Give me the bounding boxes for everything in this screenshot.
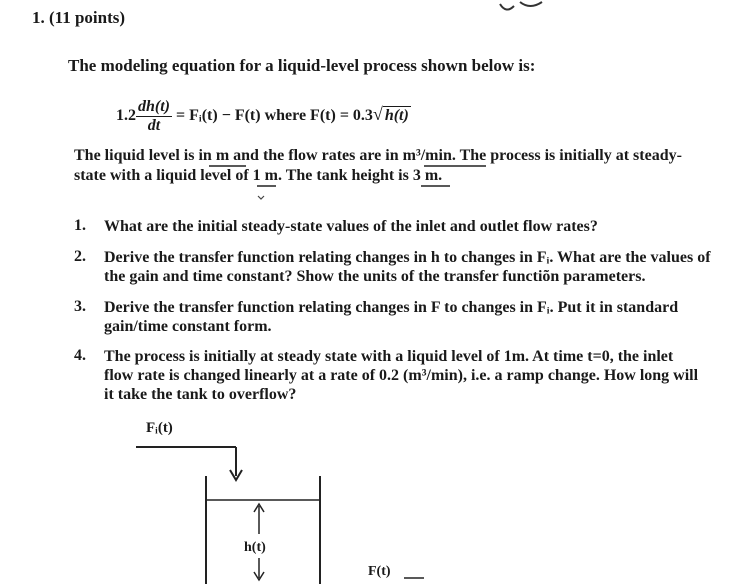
- question-number-1: 1.: [74, 217, 86, 234]
- equation-rhs: = Fᵢ(t) − F(t) where F(t) = 0.3: [176, 106, 373, 124]
- question-number-4: 4.: [74, 347, 86, 364]
- question-2-line-1: Derive the transfer function relating changes in h to changes in Fᵢ. What are the values of: [104, 249, 711, 266]
- equation-numerator: dh(t): [138, 98, 170, 115]
- question-4-line-1: The process is initially at steady state with a liquid level of 1m. At time t=0, the inlet: [104, 348, 674, 365]
- equation-coefficient: 1.2: [116, 106, 136, 124]
- question-3-line-2: gain/time constant form.: [104, 318, 272, 336]
- question-3-line-1: Derive the transfer function relating changes in F to changes in Fᵢ. Put it in standard: [104, 299, 679, 316]
- question-2-line-2: the gain and time constant? Show the units of the transfer functiõn parameters.: [104, 268, 646, 286]
- paragraph-line-1: The liquid level is in m and the flow rates are in m³/min. The process is initially at steady-: [74, 147, 682, 164]
- question-number-2: 2.: [74, 248, 86, 265]
- level-label: h(t): [244, 540, 266, 555]
- sqrt-icon: √: [372, 103, 383, 124]
- question-4-line-2: flow rate is changed linearly at a rate of 0.2 (m³/min), i.e. a ramp change. How long will: [104, 367, 699, 385]
- paragraph-line-2: state with a liquid level of 1 m. The tank height is 3 m.: [74, 167, 443, 184]
- outlet-flow-label: F(t): [368, 564, 391, 579]
- equation-denominator: dt: [147, 116, 161, 134]
- intro-text: The modeling equation for a liquid-level process shown below is:: [68, 56, 536, 75]
- question-4-line-3: it take the tank to overflow?: [104, 386, 297, 404]
- inlet-flow-label: Fᵢ(t): [146, 420, 173, 436]
- problem-title: 1. (11 points): [32, 8, 126, 27]
- equation-radicand: h(t): [384, 106, 409, 124]
- question-number-3: 3.: [74, 298, 86, 315]
- question-1-line-1: What are the initial steady-state values of the inlet and outlet flow rates?: [104, 218, 598, 235]
